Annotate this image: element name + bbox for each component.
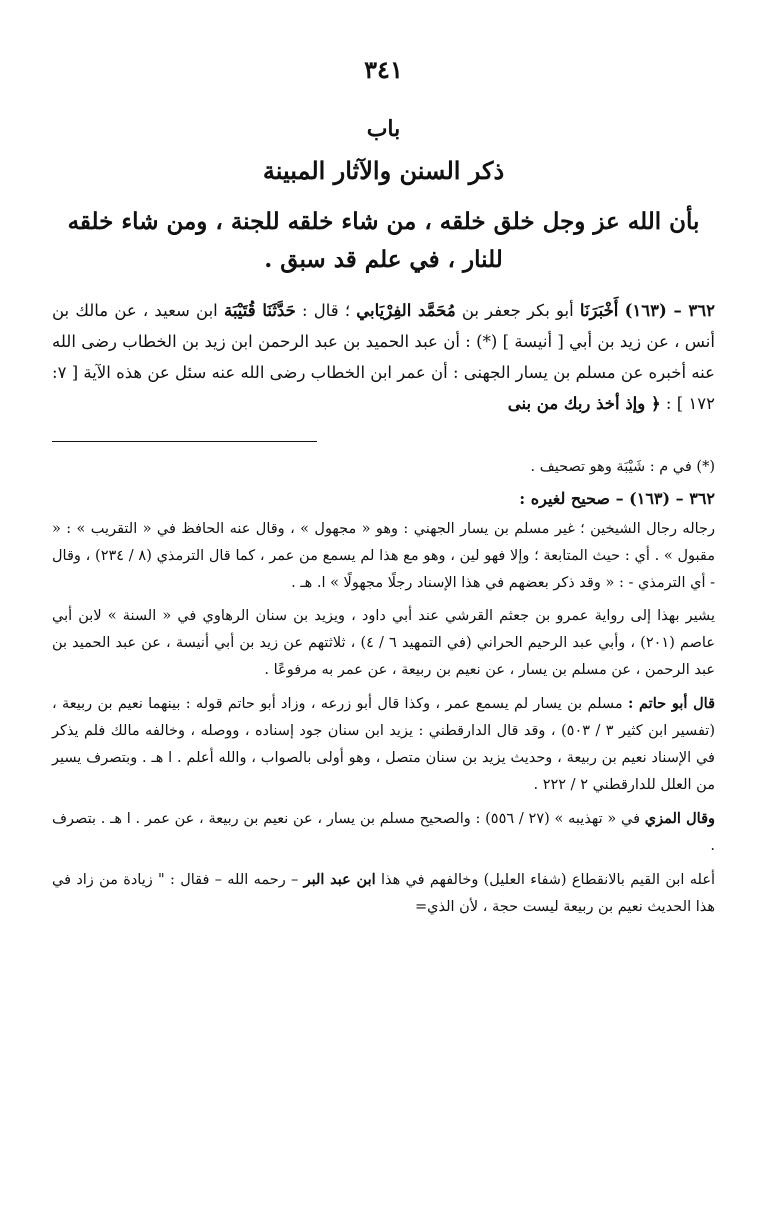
- note-paragraph-3-text: مسلم بن يسار لم يسمع عمر ، وكذا قال أبو زرعه ، وزاد أبو حاتم قوله : بينهما نعيم بن ربيعة ، (تفسير ابن كثير ٣ / ٥٠٣) ، وقد قال الدارقطني : يزيد ابن سنان جود إسناده ، ووصله ، وخالفه مالك فلم يذكر في الإسناد نعيم بن ربيعة ، وحديث يزيد بن سنان متصل ، وهو أولى بالصواب ، والله أعلم . ا هـ . وبتصرف يسير من العلل للدارقطني ٢ / ٢٢٢ .: [52, 696, 715, 793]
- footnote-1: (*) في م : شَيْبَة وهو تصحيف .: [530, 459, 715, 475]
- hadith-haddathana: حَدَّثَنَا قُتَيْبَة: [223, 301, 296, 320]
- note-paragraph-1: رجاله رجال الشيخين ؛ غير مسلم بن يسار الجهني : وهو « مجهول » ، وقال عنه الحافظ في « التقريب » : « مقبول » . أي : حيث المتابعة ؛ وإلا فهو لين ، وهو مع هذا لم يسمع من عمر ، كما قال الترمذي (٨ / ٢٣٤) ، وقال - أي الترمذي - : « وقد ذكر بعضهم في هذا الإسناد رجلًا مجهولًا » ا. هـ .: [52, 521, 716, 591]
- chapter-title: ذكر السنن والآثار المبينة: [262, 156, 505, 185]
- note-paragraph-4-lead: وقال المزي: [644, 810, 716, 827]
- hadith-chain-2: ؛ قال :: [301, 301, 351, 320]
- hadith-chain-3: ابن سعيد ، عن مالك بن أنس ، عن زيد بن أبي [ أنيسة ] (*) : أن عبد الحميد بن عبد الرحمن ابن زيد بن الخطاب رضى الله عنه أخبره عن مسلم بن يسار الجهنى : أن عمر ابن الخطاب رضى الله عنه سئل عن هذه الآية [ ٧: ١٧٢ ] :: [52, 301, 715, 413]
- note-paragraph-4-text: في « تهذيبه » (٢٧ / ٥٥٦) : والصحيح مسلم بن يسار ، عن نعيم بن ربيعة ، عن عمر . ا هـ . بتصرف .: [52, 811, 715, 854]
- page-number: ٣٤١: [364, 55, 403, 84]
- hadith-text: [52, 295, 715, 419]
- hadith-number: ٣٦٢ – (١٦٣): [624, 301, 715, 320]
- note-paragraph-5: [52, 866, 715, 921]
- hadith-chain-1: أبو بكر جعفر بن: [461, 301, 574, 320]
- chapter-label: باب: [366, 116, 401, 142]
- note-paragraph-5-name: ابن عبد البر: [303, 871, 376, 888]
- footnotes-section: [52, 454, 715, 921]
- note-paragraph-5-text-b: – رحمه الله – فقال : " زيادة من زاد في هذا الحديث نعيم بن ربيعة ليست حجة ، لأن الذي=: [52, 872, 715, 915]
- note-paragraph-4: [52, 805, 715, 860]
- hadith-akhbarana: أَخْبَرَنَا: [579, 301, 619, 320]
- note-paragraph-5-text-a: أعله ابن القيم بالانقطاع (شفاء العليل) وخالفهم في هذا: [380, 872, 716, 888]
- document-page: [52, 55, 715, 1173]
- chapter-subtitle: بأن الله عز وجل خلق خلقه ، من شاء خلقه للجنة ، ومن شاء خلقه للنار ، في علم قد سبق .: [67, 208, 700, 273]
- note-paragraph-3-lead: قال أبو حاتم :: [627, 695, 715, 712]
- hadith-grading: ٣٦٢ – (١٦٣) – صحيح لغيره :: [519, 489, 715, 508]
- note-paragraph-2: يشير بهذا إلى رواية عمرو بن جعثم القرشي عند أبي داود ، ويزيد بن سنان الرهاوي في « السنة » لابن أبي عاصم (٢٠١) ، وأبي عبد الرحيم الحراني (في التمهيد ٦ / ٤) ، ثلاثتهم عن زيد بن أبي أنيسة ، عن عبد الحميد بن عبد الرحمن ، عن مسلم بن يسار ، عن نعيم بن ربيعة ، عن عمر به مرفوعًا .: [52, 608, 715, 678]
- hadith-narrator-name: مُحَمَّد الفِرْيَابي: [356, 301, 456, 320]
- note-paragraph-3: [52, 690, 715, 799]
- footnote-divider: [52, 441, 317, 442]
- hadith-ayah: ﴿ وإذ أخذ ربك من بنى: [507, 394, 661, 413]
